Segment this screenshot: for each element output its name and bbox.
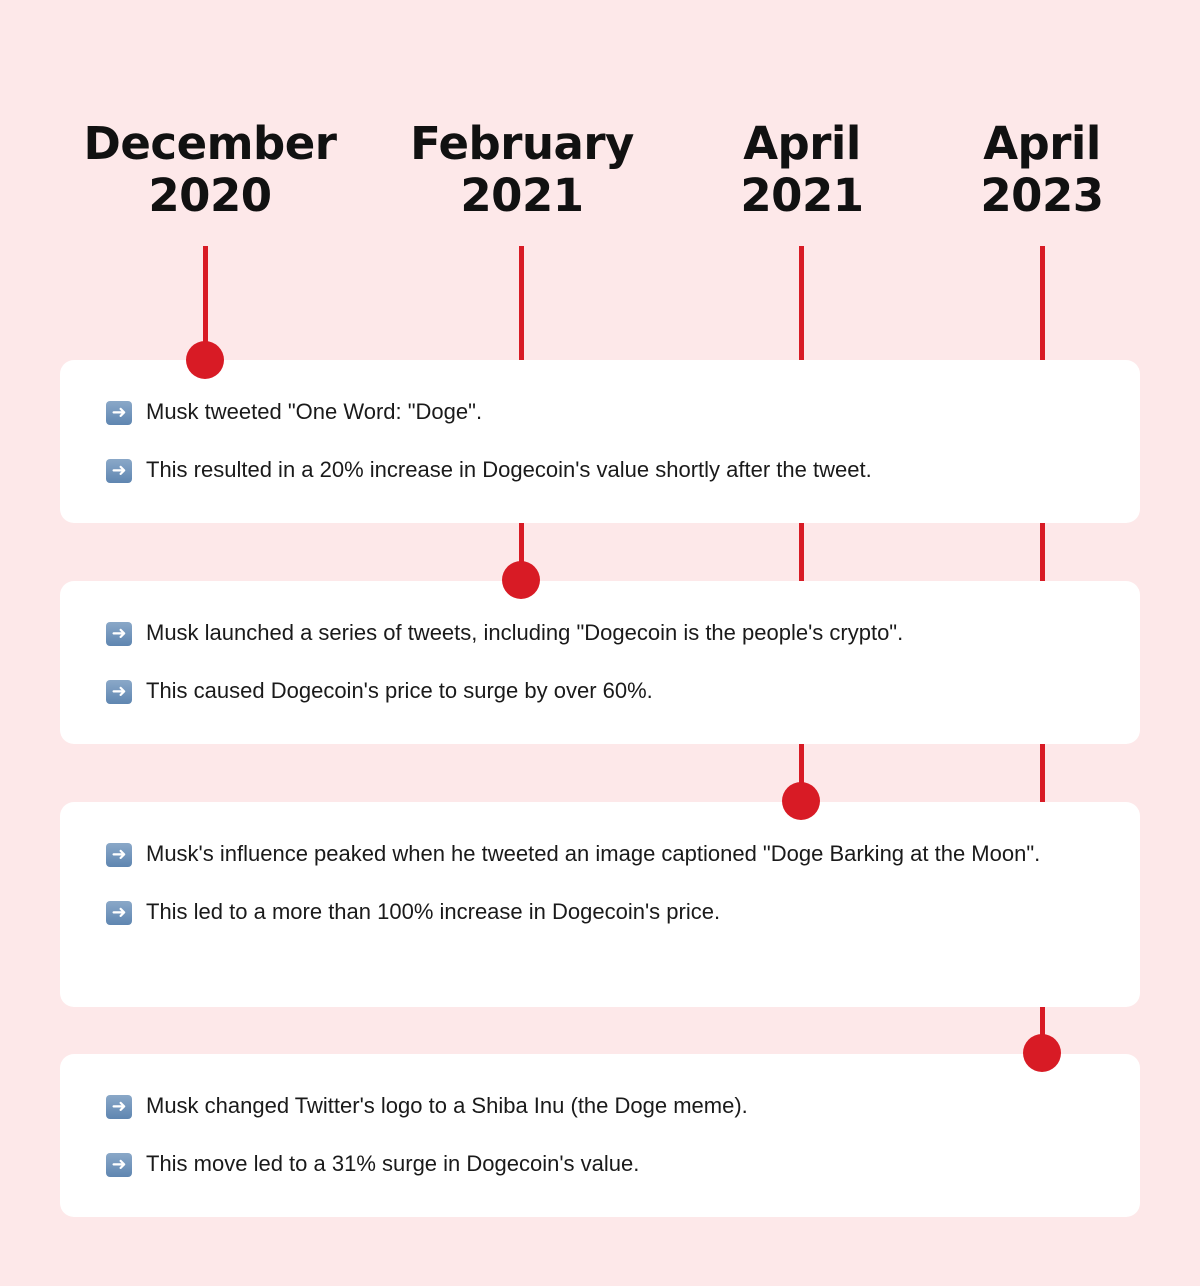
bullet-text: Musk tweeted "One Word: "Doge".	[146, 399, 483, 424]
timeline-dot-2	[502, 561, 540, 599]
bullet-text: This resulted in a 20% increase in Dogecoin's value shortly after the tweet.	[146, 457, 872, 482]
right-arrow-icon: ➜	[106, 843, 132, 867]
bullet-text: Musk launched a series of tweets, including "Dogecoin is the people's crypto".	[146, 620, 904, 645]
timeline-dot-3	[782, 782, 820, 820]
date-month: April	[743, 117, 861, 170]
event-bullet	[106, 1143, 1100, 1185]
event-bullet	[106, 391, 1100, 433]
date-label-1	[60, 118, 360, 222]
right-arrow-icon: ➜	[106, 680, 132, 704]
event-bullet	[106, 833, 1100, 875]
event-card-2	[60, 581, 1140, 744]
date-label-4	[892, 118, 1192, 222]
event-bullet	[106, 891, 1100, 933]
right-arrow-icon: ➜	[106, 1153, 132, 1177]
right-arrow-icon: ➜	[106, 401, 132, 425]
bullet-text: Musk's influence peaked when he tweeted an image captioned "Doge Barking at the Moon".	[146, 841, 1041, 866]
bullet-text: This caused Dogecoin's price to surge by over 60%.	[146, 678, 653, 703]
event-card-1	[60, 360, 1140, 523]
bullet-text: Musk changed Twitter's logo to a Shiba Inu (the Doge meme).	[146, 1093, 748, 1118]
event-bullet	[106, 612, 1100, 654]
date-year: 2021	[460, 169, 584, 222]
date-year: 2023	[980, 169, 1104, 222]
date-label-2	[372, 118, 672, 222]
right-arrow-icon: ➜	[106, 622, 132, 646]
bullet-text: This led to a more than 100% increase in Dogecoin's price.	[146, 899, 721, 924]
date-year: 2020	[148, 169, 272, 222]
date-month: December	[83, 117, 337, 170]
date-month: February	[410, 117, 634, 170]
date-month: April	[983, 117, 1101, 170]
event-bullet	[106, 670, 1100, 712]
event-card-3	[60, 802, 1140, 1007]
timeline-dot-1	[186, 341, 224, 379]
event-card-4	[60, 1054, 1140, 1217]
timeline-dot-4	[1023, 1034, 1061, 1072]
date-year: 2021	[740, 169, 864, 222]
bullet-text: This move led to a 31% surge in Dogecoin's value.	[146, 1151, 640, 1176]
right-arrow-icon: ➜	[106, 901, 132, 925]
right-arrow-icon: ➜	[106, 459, 132, 483]
right-arrow-icon: ➜	[106, 1095, 132, 1119]
event-bullet	[106, 1085, 1100, 1127]
event-bullet	[106, 449, 1100, 491]
